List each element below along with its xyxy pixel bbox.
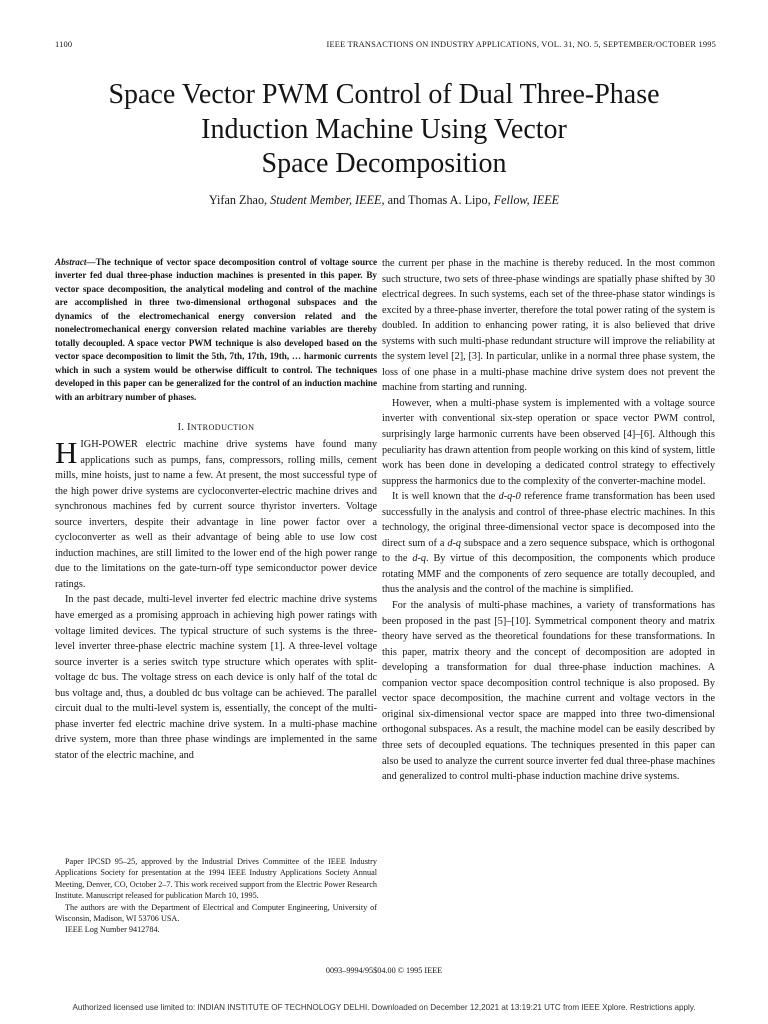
journal-header: IEEE TRANSACTIONS ON INDUSTRY APPLICATIONS, VOL. 31, NO. 5, SEPTEMBER/OCTOBER 1995 — [326, 40, 716, 49]
right-paragraph-4: For the analysis of multi-phase machines, a variety of transformations has been proposed in the past [5]–[10]. Symmetrical component theory and matrix theory have served as the theoretical foundations for these transformations. In this paper, matrix theory and the concept of decomposition are adopted in developing a transformation for dual three-phase induction machines. A companion vector space decomposition control technique is also proposed. By vector space decomposition, the machine current and voltage vectors in the original six-dimensional vector space are mapped into three two-dimensional orthogonal subspaces. As a result, the machine model can be easily described by three sets of decoupled equations. The techniques presented in this paper can also be used to analyze the current source inverter fed dual three-phase machines and generalized to control multi-phase induction machine drive systems. — [382, 600, 715, 783]
p3-text-c: subspace and a zero sequence subspace, which is orthogonal to the — [382, 537, 715, 565]
right-paragraph-1: the current per phase in the machine is thereby reduced. In the most common such structure, two sets of three-phase windings are spatially phase shifted by 30 electrical degrees. In such systems, each set of the three-phase stator windings is excited by a three-phase inverter, therefore the total power rating of the system is doubled. In addition to enhancing power rating, it is also believed that drive systems with such multi-phase redundant structure will improve the reliability at the system level [2], [3]. In particular, unlike in a normal three phase system, the loss of one phase in a multi-phase machine drive system does not prevent the machine from starting and running. — [382, 258, 715, 394]
author-1-name: Yifan Zhao, — [208, 193, 268, 207]
footnote-1: Paper IPCSD 95–25, approved by the Industrial Drives Committee of the IEEE Industry Applications Society for presentation at the 1994 IEEE Industry Applications Society Annual Meeting, Denver, CO, October 2–7. This work received support from the Electric Power Research Institute. Manuscript released for publication March 10, 1995. — [55, 857, 377, 901]
right-column — [382, 256, 715, 785]
intro-paragraph-1-text: IGH-POWER electric machine drive systems have found many applications such as pumps, fans, compressors, rolling mills, cement mills, mine hoists, just to name a few. At present, the most successful type of the high power drive systems are cycloconverter-electric machine drives and synchronous machines fed by current source thyristor inverters. Voltage source inverters, despite their advantage in line power factor over a cycloconverter as well as their advantage of being able to use low cost induction machines, are still limited to the lower end of the high power range due to the limitations on the gate-turn-off type semiconductor power device ratings. — [55, 438, 377, 590]
abstract-text: The technique of vector space decomposition control of voltage source inverter fed dual three-phase induction machines is presented in this paper. By vector space decomposition, the analytical modeling and control of the machine are accomplished in three two-dimensional orthogonal subspaces and the dynamics of the electromechanical energy conversion related and the nonelectromechanical energy conversion related machine variables are thereby totally decoupled. A space vector PWM technique is also developed based on the vector space decomposition to limit the 5th, 7th, 17th, 19th, … harmonic currents which in such a system would be otherwise difficult to control. The techniques developed in this paper can be generalized for the control of an induction machine with an arbitrary number of phases. — [55, 257, 377, 402]
footnote-2: The authors are with the Department of Electrical and Computer Engineering, University of Wisconsin, Madison, WI 53706 USA. — [55, 902, 377, 924]
authorized-use-notice: Authorized licensed use limited to: INDIAN INSTITUTE OF TECHNOLOGY DELHI. Downloaded on December 12,2021 at 13:19:21 UTC from IEEE Xplore. Restrictions apply. — [72, 1003, 696, 1012]
author-1-role: Student Member, IEEE, — [270, 193, 385, 207]
left-column — [55, 256, 377, 763]
author-line — [0, 193, 768, 208]
p3-text-d: . By virtue of this decomposition, the components which produce rotating MMF and the components of zero sequence are totally decoupled, and thus the analysis and the control of the machine is simplified. — [382, 553, 715, 596]
title-line-2: Induction Machine Using Vector — [201, 113, 567, 145]
p3-dq-2: d-q — [412, 553, 426, 565]
abstract-label: Abstract— — [55, 257, 96, 267]
p3-dq: d-q — [447, 537, 461, 549]
author-conjunction: and — [387, 193, 406, 207]
right-paragraph-2: However, when a multi-phase system is implemented with a voltage source inverter with conventional six-step operation or space vector PWM control, surprisingly large harmonic currents have been observed [4]–[6]. Although this peculiarity has drawn attention from people working on this kind of system, little work has been done in developing a dedicated control strategy to effectively suppress the harmonics due to the complexity of the converter-machine model. — [382, 397, 715, 487]
title-line-1: Space Vector PWM Control of Dual Three-Phase — [108, 79, 660, 110]
section-number: I. — [177, 421, 185, 433]
p3-text-b: reference frame transformation has been used successfully in the analysis and control of three-phase electric machines. In this technology, the original three-dimensional vector space is decomposed into the direct sum of a — [382, 491, 715, 549]
p3-text-a: It is well known that the — [392, 491, 499, 503]
page-number: 1100 — [55, 40, 73, 49]
drop-cap: H — [55, 434, 78, 470]
abstract — [55, 256, 377, 404]
title-line-3: Space Decomposition — [261, 148, 507, 179]
intro-paragraph-2: In the past decade, multi-level inverter fed electric machine drive systems have emerged as a promising approach in achieving high power ratings with voltage limited devices. The typical structure of such systems is the three-level inverter three-phase electric machine system [1]. A three-level voltage source inverter is a series switch type structure which operates with split-voltage dc bus. The voltage stress on each device is only half of the total dc bus voltage and, thus, a doubled dc bus voltage can be achieved. The parallel circuit dual to the multi-level system is, essentially, the concept of the multi-phase inverter fed electric machine drive system. In a multi-phase machine drive system, more than three phase windings are implemented in the same stator of the electric machine, and — [55, 594, 377, 761]
left-body — [55, 434, 377, 763]
p3-dq0: d-q-0 — [498, 491, 521, 503]
right-paragraph-3 — [382, 489, 715, 598]
paper-title — [0, 78, 768, 182]
footnotes — [55, 856, 377, 936]
section-heading-introduction — [55, 422, 377, 433]
footnote-3: IEEE Log Number 9412784. — [65, 925, 160, 935]
section-title-initial: I — [187, 421, 191, 433]
copyright-line: 0093–9994/95$04.00 © 1995 IEEE — [325, 966, 443, 975]
author-2-name: Thomas A. Lipo, — [408, 193, 491, 207]
section-title-rest: NTRODUCTION — [190, 422, 255, 432]
author-2-role: Fellow, IEEE — [493, 193, 560, 207]
intro-paragraph-1 — [55, 434, 377, 592]
